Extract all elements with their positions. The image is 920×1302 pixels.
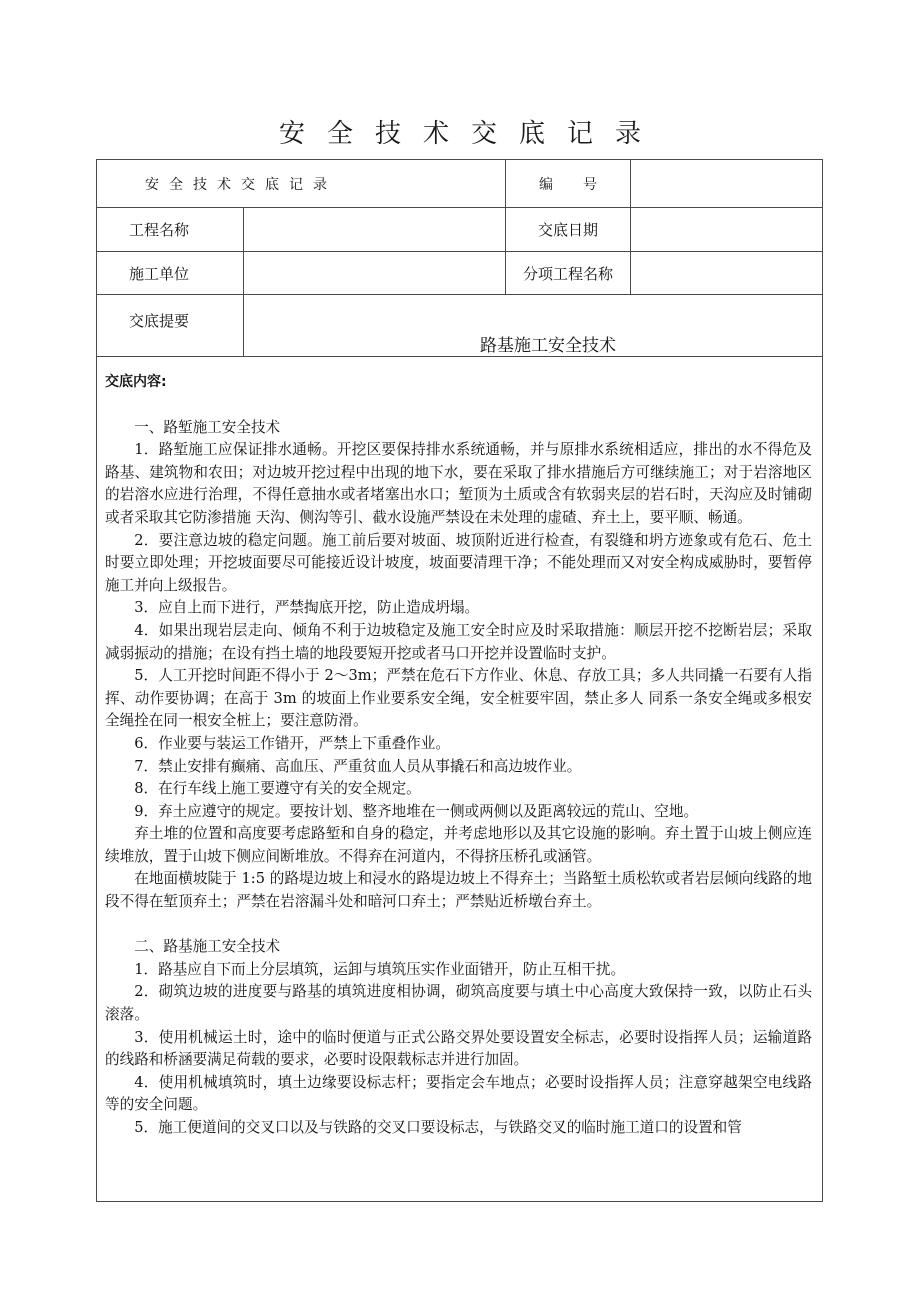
document-title: 安全技术交底记录 xyxy=(278,119,663,149)
table-row-header xyxy=(97,160,823,208)
section-title: 一、路堑施工安全技术 xyxy=(134,418,281,436)
paragraph: 5．施工便道间的交叉口以及与铁路的交叉口要设标志，与铁路交叉的临时施工道口的设置和管 xyxy=(134,1119,742,1136)
date-label: 交底日期 xyxy=(506,208,631,252)
paragraph: 1．路基应自下而上分层填筑，运卸与填筑压实作业面错开，防止互相干扰。 xyxy=(134,960,626,978)
section-title: 二、路基施工安全技术 xyxy=(134,938,281,956)
project-name-value-cell[interactable] xyxy=(244,208,506,252)
summary-label: 交底提要 xyxy=(97,295,244,357)
table-row-unit xyxy=(97,252,823,295)
paragraph: 4．如果出现岩层走向、倾角不利于边坡稳定及施工安全时应及时采取措施：顺层开挖不挖断岩层；采取减弱振动的措施；在设有挡土墙的地段要短开挖或者马口开挖并设置临时支护。 xyxy=(105,621,812,662)
content-heading: 交底内容: xyxy=(105,374,167,390)
date-value-cell[interactable] xyxy=(631,208,823,252)
paragraph: 9．弃土应遵守的规定。要按计划、整齐地堆在一侧或两侧以及距离较远的荒山、空地。 xyxy=(134,802,699,820)
content-body xyxy=(105,371,812,1140)
summary-value: 路基施工安全技术 xyxy=(244,295,823,357)
header-label-cell: 安全技术交底记录 xyxy=(97,160,506,208)
number-label: 编号 xyxy=(506,160,631,208)
paragraph: 在地面横坡陡于 1:5 的路堤边坡上和浸水的路堤边坡上不得弃土；当路堑土质松软或者岩层倾向线路的地段不得在堑顶弃土；严禁在岩溶漏斗处和暗河口弃土；严禁贴近桥墩台弃土。 xyxy=(105,870,812,911)
sub-project-label: 分项工程名称 xyxy=(506,252,631,295)
paragraph: 7．禁止安排有癫痛、高血压、严重贫血人员从事撬石和高边坡作业。 xyxy=(134,757,582,775)
construction-unit-label: 施工单位 xyxy=(97,252,244,295)
paragraph: 1．路堑施工应保证排水通畅。开挖区要保持排水系统通畅，并与原排水系统相适应，排出的水不得危及路基、建筑物和农田；对边坡开挖过程中出现的地下水，要在采取了排水措施后方可继续施工；对于岩溶地区的岩溶水应进行治理，不得任意抽水或者堵塞出水口；堑顶为土质或含有软弱夹层的岩石时，天沟应及时铺砌或者采取其它防渗措施 天沟、侧沟等引、截水设施严禁设在未处理的虚碴、弃土上，要平顺、畅通。 xyxy=(105,441,812,526)
safety-briefing-table xyxy=(96,159,823,1202)
section-spacer xyxy=(105,914,812,937)
content-cell xyxy=(97,357,823,1202)
paragraph: 3．使用机械运土时，途中的临时便道与正式公路交界处要设置安全标志，必要时设指挥人员；运输道路的线路和桥涵要满足荷载的要求，必要时设限载标志并进行加固。 xyxy=(105,1028,812,1069)
number-value-cell[interactable] xyxy=(631,160,823,208)
paragraph: 弃土堆的位置和高度要考虑路堑和自身的稳定，并考虑地形以及其它设施的影响。弃土置于山坡上侧应连续堆放，置于山坡下侧应间断堆放。不得弃在河道内，不得挤压桥孔或涵管。 xyxy=(105,825,812,865)
paragraph: 8．在行车线上施工要遵守有关的安全规定。 xyxy=(134,780,421,798)
paragraph: 4．使用机械填筑时，填土边缘要设标志杆；要指定会车地点；必要时设指挥人员；注意穿越架空电线路等的安全问题。 xyxy=(105,1073,812,1114)
paragraph: 5．人工开挖时间距不得小于 2～3m；严禁在危石下方作业、休息、存放工具；多人共同撬一石要有人指挥、动作要协调；在高于 3m 的坡面上作业要系安全绳，安全桩要牢固，禁止多人 同系一条安全绳或多根安全绳拴在同一根安全桩上；要注意防滑。 xyxy=(105,667,812,730)
table-row-summary xyxy=(97,295,823,357)
paragraph: 2．要注意边坡的稳定问题。施工前后要对坡面、坡顶附近进行检查，有裂缝和坍方迹象或有危石、危土时要立即处理；开挖坡面要尽可能接近设计坡度，坡面要清理干净；不能处理而又对安全构成威胁时，要暂停施工并向上级报告。 xyxy=(105,531,812,594)
paragraph: 3．应自上而下进行，严禁掏底开挖，防止造成坍塌。 xyxy=(134,599,480,617)
project-name-label: 工程名称 xyxy=(97,208,244,252)
construction-unit-value-cell[interactable] xyxy=(244,252,506,295)
paragraph: 2．砌筑边坡的进度要与路基的填筑进度相协调，砌筑高度要与填土中心高度大致保持一致，以防止石头滚落。 xyxy=(105,983,812,1024)
table-row-project xyxy=(97,208,823,252)
paragraph: 6．作业要与装运工作错开，严禁上下重叠作业。 xyxy=(134,734,450,752)
sub-project-value-cell[interactable] xyxy=(631,252,823,295)
table-row-content xyxy=(97,357,823,1202)
